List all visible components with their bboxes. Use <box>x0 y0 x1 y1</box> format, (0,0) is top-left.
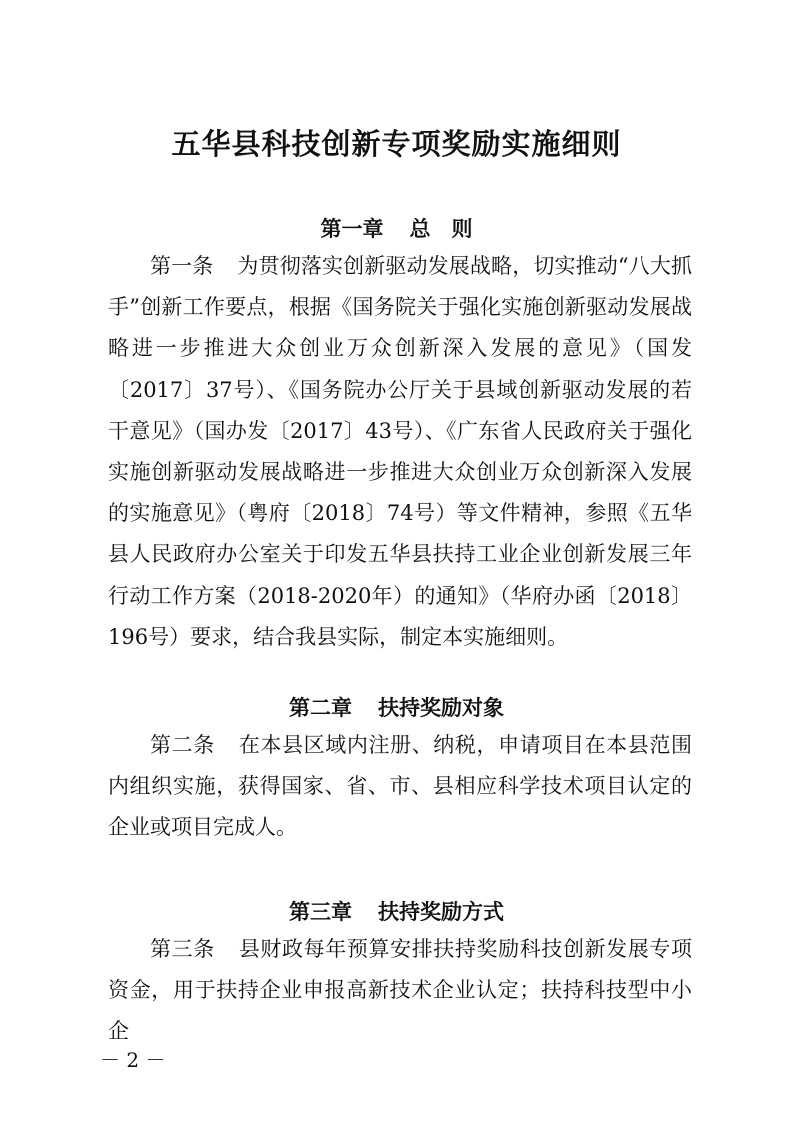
article-paragraph <box>108 725 692 849</box>
chapter-name: 扶持奖励方式 <box>378 900 504 924</box>
article-paragraph <box>108 929 692 1053</box>
article-text: 在本县区域内注册、纳税，申请项目在本县范围内组织实施，获得国家、省、市、县相应科学技术项目认定的企业或项目完成人。 <box>108 733 693 840</box>
article-number: 第三条 <box>150 937 215 961</box>
chapter-number: 第三章 <box>289 900 352 924</box>
article-text: 为贯彻落实创新驱动发展战略，切实推动“八大抓手”创新工作要点，根据《国务院关于强化实施创新驱动发展战略进一步推进大众创业万众创新深入发展的意见》（国发〔2017〕37号）、《国务院办公厅关于县域创新驱动发展的若干意见》（国办发〔2017〕43号）、《广东省人民政府关于强化实施创新驱动发展战略进一步推进大众创业万众创新深入发展的实施意见》（粤府〔2018〕74号）等文件精神，参照《五华县人民政府办公室关于印发五华县扶持工业企业创新发展三年行动工作方案（2018-2020年）的通知》（华府办函〔2018〕196号）要求，结合我县实际，制定本实施细则。 <box>108 254 693 649</box>
chapter-name: 总 则 <box>409 217 473 241</box>
chapter-name: 扶持奖励对象 <box>378 696 504 720</box>
article-number: 第一条 <box>150 254 214 278</box>
page-number: － 2 － <box>100 1048 166 1072</box>
chapter-number: 第二章 <box>289 696 352 720</box>
article-text: 县财政每年预算安排扶持奖励科技创新发展专项资金，用于扶持企业申报高新技术企业认定；扶持科技型中小企 <box>108 937 693 1044</box>
chapter-heading <box>0 213 793 243</box>
chapter-heading <box>0 896 793 926</box>
article-number: 第二条 <box>150 733 215 757</box>
document-title: 五华县科技创新专项奖励实施细则 <box>171 127 622 161</box>
chapter-heading <box>0 692 793 722</box>
chapter-number: 第一章 <box>320 217 384 241</box>
article-paragraph <box>108 246 692 658</box>
